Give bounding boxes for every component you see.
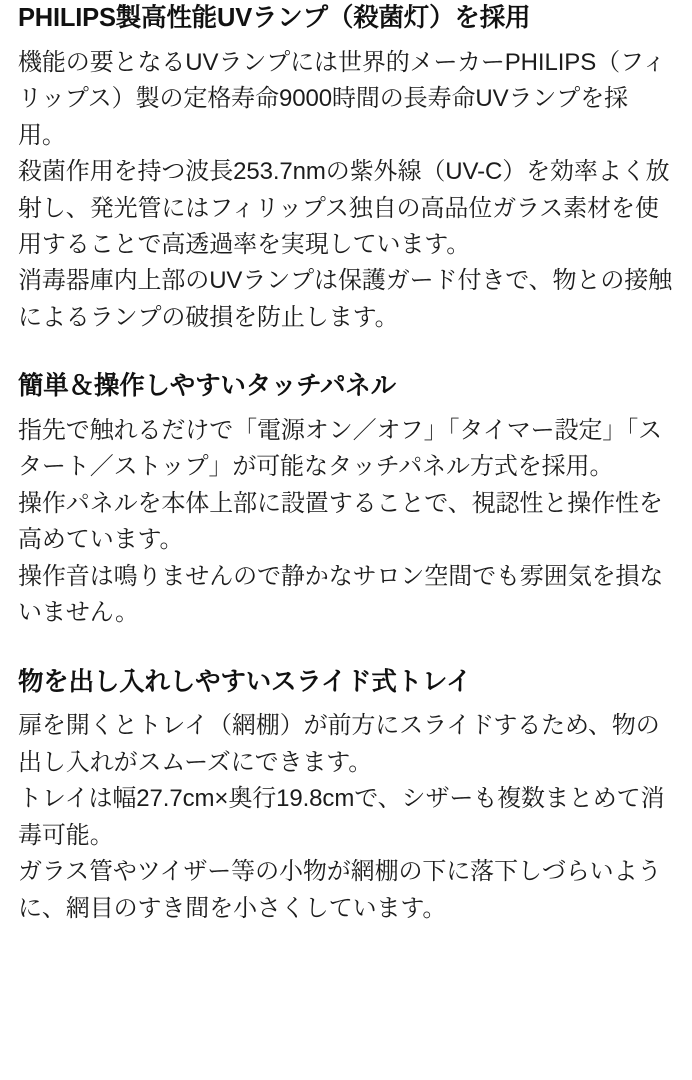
paragraph: 指先で触れるだけで「電源オン／オフ」「タイマー設定」「スタート／ストップ」が可能なタッチパネル方式を採用。 xyxy=(18,417,662,481)
section-heading: 物を出し入れしやすいスライド式トレイ xyxy=(18,667,472,696)
paragraph: 操作音は鳴りませんので静かなサロン空間でも雰囲気を損ないません。 xyxy=(18,562,664,627)
paragraph: 殺菌作用を持つ波長253.7nmの紫外線（UV-C）を効率よく放射し、発光管にはフィリップス独自の高品位ガラス素材を使用することで高透過率を実現しています。 xyxy=(18,158,670,258)
paragraph: 消毒器庫内上部のUVランプは保護ガード付きで、物との接触によるランプの破損を防止します。 xyxy=(18,267,673,331)
section-philips-uv-lamp xyxy=(18,0,674,336)
section-heading: PHILIPS製高性能UVランプ（殺菌灯）を採用 xyxy=(18,4,531,32)
section-slide-tray xyxy=(18,666,674,927)
paragraph: 扉を開くとトレイ（網棚）が前方にスライドするため、物の出し入れがスムーズにできます。 xyxy=(18,712,660,776)
paragraph: ガラス管やツイザー等の小物が網棚の下に落下しづらいように、網目のすき間を小さくしています。 xyxy=(18,858,662,922)
paragraph: 機能の要となるUVランプには世界的メーカーPHILIPS（フィリップス）製の定格寿命9000時間の長寿命UVランプを採用。 xyxy=(18,48,666,149)
paragraph: トレイは幅27.7cm×奥行19.8cmで、シザーも複数まとめて消毒可能。 xyxy=(18,785,665,849)
section-heading: 簡単＆操作しやすいタッチパネル xyxy=(18,372,396,401)
section-touch-panel xyxy=(18,370,674,631)
paragraph: 操作パネルを本体上部に設置することで、視認性と操作性を高めています。 xyxy=(18,489,663,554)
